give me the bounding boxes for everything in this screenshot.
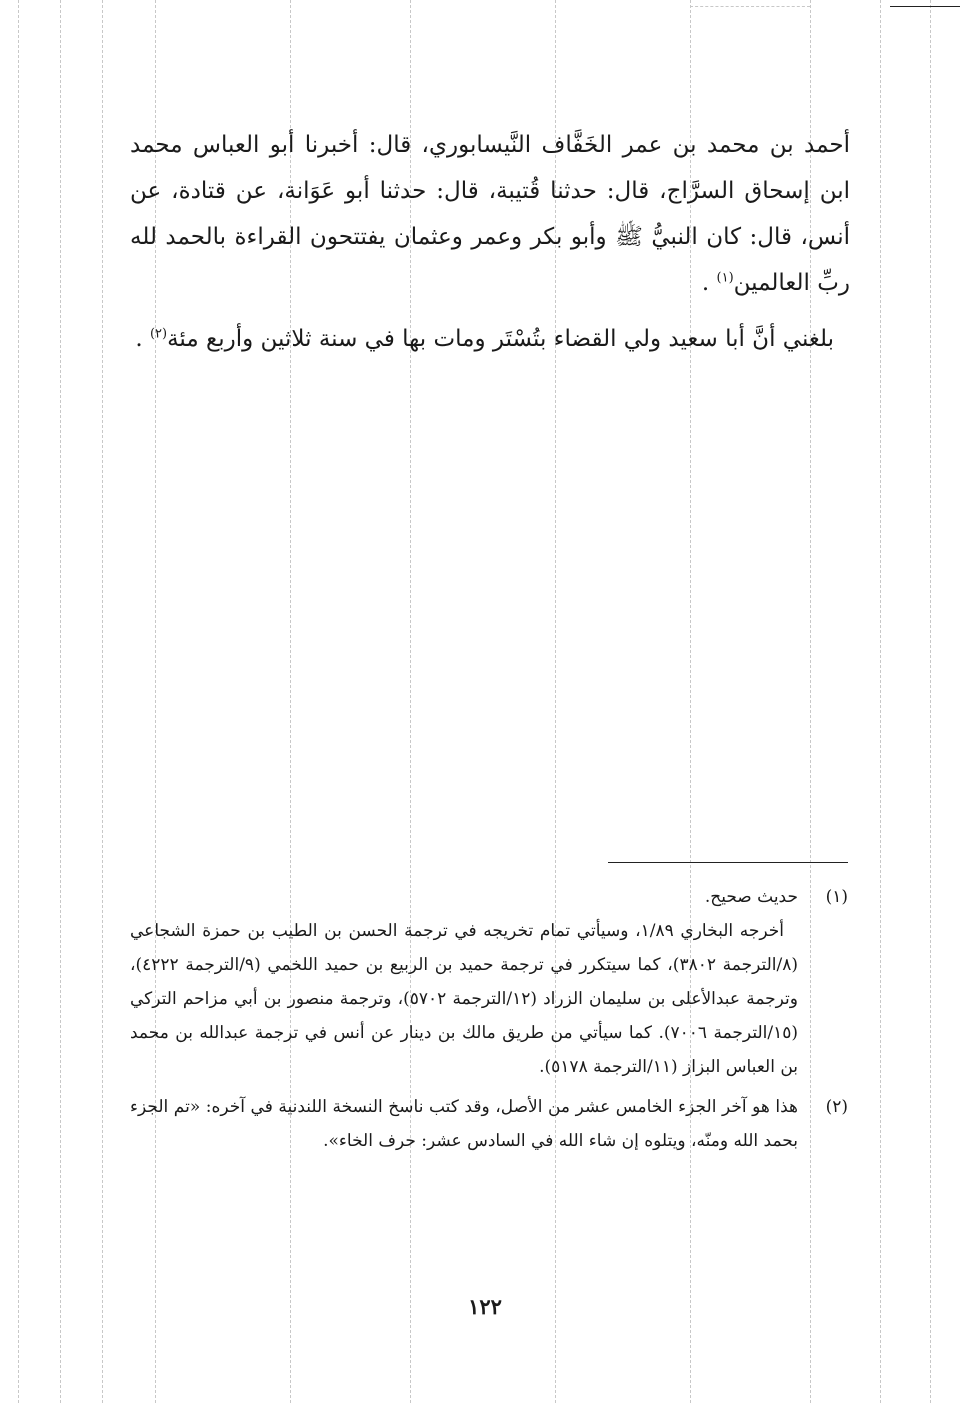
scan-guide-line — [690, 6, 810, 7]
paragraph-end: . — [701, 270, 717, 296]
paragraph-text: أحمد بن محمد بن عمر الخَفَّاف النَّيسابوري، قال: أخبرنا أبو العباس محمد ابن إسحاق السرَّاج، قال: حدثنا قُتيبة، قال: حدثنا أبو عَوَانة، عن قتادة، عن أنس، قال: كان النبيُّ ﷺ وأبو بكر وعمر وعثمان يفتتحون القراءة بالحمد لله ربِّ العالمين — [130, 132, 850, 296]
paragraph-end: . — [135, 326, 150, 352]
scan-guide-line — [102, 0, 103, 1403]
footnote-number: (١) — [825, 887, 848, 907]
footnote-ref-2[interactable]: (٢) — [149, 326, 168, 342]
page-number: ١٢٢ — [468, 1294, 502, 1319]
footnote-1 — [130, 880, 848, 1084]
footnote-separator — [608, 862, 848, 863]
paragraph-text: بلغني أنَّ أبا سعيد ولي القضاء بتُسْتَر ومات بها في سنة ثلاثين وأربع مئة — [167, 326, 834, 352]
main-text — [130, 122, 850, 362]
footnotes — [130, 880, 848, 1158]
scan-guide-line — [60, 0, 61, 1403]
footnote-ref-1[interactable]: (١) — [716, 270, 734, 286]
main-paragraph-1 — [130, 122, 850, 306]
scan-guide-line — [930, 0, 931, 1403]
footnote-line: حديث صحيح. — [704, 887, 798, 907]
main-paragraph-2 — [130, 316, 850, 362]
footnote-line: أخرجه البخاري ١/٨٩، وسيأتي تمام تخريجه في ترجمة الحسن بن الطيب بن حمزة الشجاعي (٨/الترجمة ٣٨٠٢)، كما سيتكرر في ترجمة حميد بن الربيع بن حميد اللخمي (٩/الترجمة ٤٢٢٢)، وترجمة عبدالأعلى بن سليمان الزراد (١٢/الترجمة ٥٧٠٢)، وترجمة منصور بن أبي مزاحم التركي (١٥/الترجمة ٧٠٠٦). كما سيأتي من طريق مالك بن دينار عن أنس في ترجمة عبدالله بن محمد بن العباس البزاز (١١/الترجمة ٥١٧٨). — [130, 921, 799, 1077]
header-rule — [890, 6, 960, 7]
scan-guide-line — [880, 0, 881, 1403]
footnote-line: هذا هو آخر الجزء الخامس عشر من الأصل، وقد كتب ناسخ النسخة اللندنية في آخره: «تم الجزء بحمد الله ومنّه، ويتلوه إن شاء الله في السادس عشر: حرف الخاء». — [130, 1097, 798, 1151]
footnote-number: (٢) — [825, 1097, 848, 1117]
scan-guide-line — [18, 0, 19, 1403]
footnote-2 — [130, 1090, 848, 1158]
